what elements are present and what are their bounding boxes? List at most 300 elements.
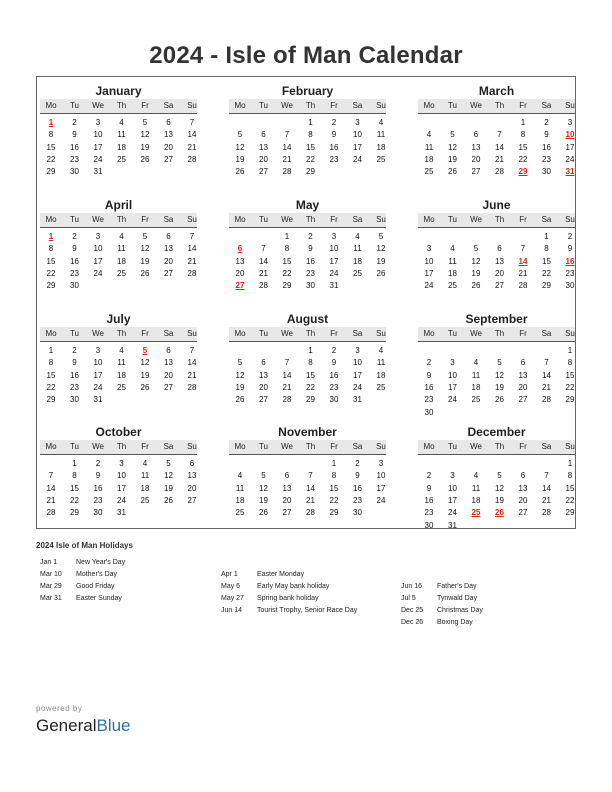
holiday-name: New Year's Day <box>76 559 126 566</box>
weekday-label: Th <box>305 329 316 338</box>
day-cell: 21 <box>187 142 197 152</box>
day-cell: 7 <box>48 471 54 481</box>
day-cell: 2 <box>355 459 360 468</box>
day-cell: 18 <box>471 382 481 392</box>
day-cell: 8 <box>520 130 526 140</box>
weekday-label: We <box>92 329 104 338</box>
day-cell: 25 <box>424 167 434 177</box>
day-cell: 6 <box>284 471 290 481</box>
holidays-heading: 2024 Isle of Man Holidays <box>36 541 133 550</box>
day-cell: 13 <box>235 256 245 266</box>
weekday-label: Sa <box>541 101 552 110</box>
weekday-label: We <box>281 215 293 224</box>
day-cell: 1 <box>284 232 290 241</box>
day-cell: 12 <box>376 244 386 254</box>
day-cell: 19 <box>376 256 386 266</box>
day-cell: 28 <box>306 508 315 518</box>
weekday-label: Mo <box>234 442 246 451</box>
day-cell: 8 <box>48 358 54 368</box>
day-cell: 5 <box>497 358 502 368</box>
day-cell: 28 <box>282 167 292 177</box>
weekday-label: Fr <box>519 215 527 224</box>
day-cell: 14 <box>259 256 268 266</box>
day-cell: 19 <box>235 154 245 164</box>
day-cell: 10 <box>424 256 434 266</box>
day-cell: 28 <box>187 382 197 392</box>
day-cell: 10 <box>448 483 457 493</box>
weekday-label: Mo <box>45 329 57 338</box>
day-cell: 22 <box>565 495 575 505</box>
day-cell: 14 <box>46 483 56 493</box>
day-cell: 12 <box>164 471 173 481</box>
day-cell: 31 <box>117 508 126 518</box>
day-cell: 16 <box>353 483 362 493</box>
weekday-label: Su <box>565 101 575 110</box>
day-cell: 30 <box>329 395 339 405</box>
weekday-header <box>229 440 386 455</box>
day-cell: 11 <box>376 358 386 368</box>
day-cell: 14 <box>542 370 551 380</box>
day-cell: 12 <box>235 370 245 380</box>
day-cell: 25 <box>117 382 126 392</box>
weekday-label: Mo <box>423 442 435 451</box>
holiday-date: Apr 1 <box>221 571 238 578</box>
day-cell: 22 <box>542 268 551 278</box>
holiday-name: Tourist Trophy, Senior Race Day <box>257 607 358 614</box>
day-cell: 30 <box>70 281 79 291</box>
day-cell: 22 <box>46 268 56 278</box>
day-cell: 23 <box>93 495 103 505</box>
holiday-name: Christmas Day <box>437 607 483 614</box>
weekday-label: Mo <box>423 215 435 224</box>
day-cell: 22 <box>565 382 575 392</box>
day-cell: 10 <box>93 130 103 140</box>
weekday-label: Tu <box>69 329 80 338</box>
weekday-label: Fr <box>519 101 527 110</box>
day-cell: 21 <box>542 382 551 392</box>
day-cell: 3 <box>95 346 101 355</box>
day-cell: 18 <box>448 268 457 278</box>
weekday-header <box>418 213 575 228</box>
weekday-header <box>418 99 575 114</box>
weekday-label: Fr <box>519 442 527 451</box>
weekday-label: Mo <box>234 101 246 110</box>
holiday-date: Jan 1 <box>40 559 58 566</box>
day-cell: 23 <box>70 154 79 164</box>
generalblue-logo[interactable] <box>36 716 131 736</box>
day-cell: 15 <box>306 370 315 380</box>
day-cell: 2 <box>95 459 101 468</box>
day-cell: 31 <box>93 395 103 405</box>
day-cell: 13 <box>518 483 528 493</box>
day-cell: 25 <box>471 395 481 405</box>
day-cell: 7 <box>544 471 549 481</box>
day-cell: 21 <box>46 495 56 505</box>
day-cell: 23 <box>565 268 575 278</box>
brand-blue: Blue <box>96 716 131 735</box>
day-cell: 2 <box>426 358 432 368</box>
holiday-day-cell: 1 <box>48 118 54 127</box>
day-cell: 25 <box>353 268 362 278</box>
holiday-date: Jun 14 <box>221 607 243 614</box>
day-cell: 6 <box>189 459 195 468</box>
day-cell: 3 <box>355 118 360 127</box>
weekday-label: We <box>470 442 482 451</box>
day-cell: 9 <box>95 471 101 481</box>
holiday-day-cell: 6 <box>237 244 243 254</box>
day-cell: 27 <box>164 154 173 164</box>
day-cell: 19 <box>140 370 150 380</box>
day-cell: 13 <box>471 142 481 152</box>
day-cell: 23 <box>329 382 339 392</box>
day-cell: 11 <box>117 244 126 254</box>
day-cell: 29 <box>282 281 292 291</box>
weekday-label: Tu <box>258 101 269 110</box>
day-cell: 15 <box>306 142 315 152</box>
day-cell: 13 <box>259 142 268 152</box>
day-cell: 8 <box>331 471 337 481</box>
day-cell: 23 <box>353 495 362 505</box>
day-cell: 10 <box>448 370 457 380</box>
month-name: October <box>95 425 142 439</box>
day-cell: 21 <box>495 154 504 164</box>
day-cell: 5 <box>237 130 243 140</box>
weekday-header <box>418 327 575 342</box>
weekday-label: Sa <box>352 101 363 110</box>
day-cell: 30 <box>306 281 315 291</box>
weekday-label: Th <box>494 442 505 451</box>
weekday-label: Th <box>116 329 127 338</box>
weekday-label: Su <box>565 329 575 338</box>
day-cell: 17 <box>353 142 362 152</box>
day-cell: 4 <box>119 232 124 241</box>
weekday-label: Sa <box>163 442 174 451</box>
day-cell: 6 <box>261 130 266 140</box>
holiday-name: Good Friday <box>76 583 115 590</box>
day-cell: 24 <box>424 281 434 291</box>
day-cell: 26 <box>376 268 386 278</box>
weekday-label: We <box>470 329 482 338</box>
day-cell: 25 <box>376 382 386 392</box>
day-cell: 18 <box>376 142 386 152</box>
day-cell: 29 <box>565 508 575 518</box>
day-cell: 24 <box>93 154 103 164</box>
day-cell: 9 <box>426 483 432 493</box>
holiday-date: Mar 31 <box>40 595 62 602</box>
day-cell: 12 <box>140 130 150 140</box>
day-cell: 28 <box>542 508 551 518</box>
calendar-frame <box>36 76 576 529</box>
day-cell: 11 <box>448 256 457 266</box>
day-cell: 2 <box>331 346 337 355</box>
weekday-label: Th <box>494 101 505 110</box>
day-cell: 25 <box>140 495 150 505</box>
weekday-label: Su <box>187 329 197 338</box>
day-cell: 9 <box>308 244 313 254</box>
day-cell: 12 <box>448 142 457 152</box>
day-cell: 16 <box>93 483 103 493</box>
weekday-label: Fr <box>141 101 149 110</box>
day-cell: 30 <box>70 167 79 177</box>
day-cell: 11 <box>376 130 386 140</box>
day-cell: 20 <box>259 154 268 164</box>
day-cell: 15 <box>329 483 339 493</box>
weekday-header <box>229 327 386 342</box>
holiday-name: Mother's Day <box>76 571 118 578</box>
day-cell: 18 <box>117 142 126 152</box>
day-cell: 6 <box>261 358 266 368</box>
month-name: July <box>106 312 131 326</box>
day-cell: 2 <box>72 118 77 127</box>
day-cell: 4 <box>378 118 384 127</box>
weekday-label: Fr <box>141 442 149 451</box>
day-cell: 7 <box>189 232 195 241</box>
day-cell: 17 <box>424 268 434 278</box>
day-cell: 15 <box>565 483 575 493</box>
day-cell: 4 <box>473 471 479 481</box>
day-cell: 1 <box>544 232 549 241</box>
weekday-label: Mo <box>423 329 435 338</box>
day-cell: 8 <box>48 244 54 254</box>
day-cell: 18 <box>471 495 481 505</box>
brand-general: General <box>36 716 97 735</box>
day-cell: 1 <box>72 459 77 468</box>
day-cell: 26 <box>235 395 245 405</box>
holiday-day-cell: 1 <box>48 232 54 241</box>
month-name: March <box>478 84 515 98</box>
day-cell: 14 <box>187 244 197 254</box>
weekday-label: Su <box>187 215 197 224</box>
day-cell: 11 <box>140 471 150 481</box>
day-cell: 31 <box>353 395 362 405</box>
weekday-label: Tu <box>258 329 269 338</box>
day-cell: 15 <box>46 256 56 266</box>
day-cell: 12 <box>495 370 504 380</box>
day-cell: 22 <box>282 268 292 278</box>
holiday-day-cell: 31 <box>565 167 575 177</box>
holiday-day-cell: 29 <box>518 167 528 177</box>
day-cell: 22 <box>46 154 56 164</box>
day-cell: 3 <box>450 471 455 481</box>
weekday-label: We <box>281 101 293 110</box>
day-cell: 15 <box>46 370 56 380</box>
weekday-header <box>418 440 575 455</box>
day-cell: 28 <box>46 508 56 518</box>
day-cell: 20 <box>518 382 528 392</box>
day-cell: 10 <box>329 244 339 254</box>
day-cell: 8 <box>48 130 54 140</box>
day-cell: 19 <box>495 382 504 392</box>
day-cell: 6 <box>473 130 479 140</box>
holiday-name: Early May bank holiday <box>257 583 330 590</box>
day-cell: 18 <box>424 154 434 164</box>
day-cell: 24 <box>353 154 362 164</box>
day-cell: 4 <box>237 471 243 481</box>
day-cell: 3 <box>567 118 573 127</box>
day-cell: 18 <box>140 483 150 493</box>
day-cell: 16 <box>542 142 551 152</box>
day-cell: 9 <box>355 471 360 481</box>
day-cell: 16 <box>424 495 434 505</box>
day-cell: 26 <box>164 495 173 505</box>
day-cell: 29 <box>306 167 315 177</box>
weekday-label: Tu <box>447 215 458 224</box>
day-cell: 4 <box>426 130 432 140</box>
day-cell: 15 <box>70 483 79 493</box>
day-cell: 15 <box>542 256 551 266</box>
weekday-label: Su <box>187 101 197 110</box>
day-cell: 21 <box>306 495 315 505</box>
weekday-header <box>40 327 197 342</box>
day-cell: 3 <box>95 232 101 241</box>
day-cell: 4 <box>119 118 124 127</box>
day-cell: 31 <box>448 520 457 530</box>
day-cell: 5 <box>142 118 148 127</box>
weekday-label: Fr <box>330 101 338 110</box>
holiday-name: Easter Monday <box>257 571 305 578</box>
day-cell: 10 <box>93 244 103 254</box>
day-cell: 2 <box>567 232 573 241</box>
day-cell: 7 <box>544 358 549 368</box>
month-name: August <box>286 312 329 326</box>
weekday-label: We <box>281 442 293 451</box>
day-cell: 10 <box>353 130 362 140</box>
holiday-date: Mar 29 <box>40 583 62 590</box>
day-cell: 27 <box>259 395 268 405</box>
day-cell: 11 <box>471 483 481 493</box>
day-cell: 7 <box>189 118 195 127</box>
day-cell: 20 <box>235 268 245 278</box>
weekday-label: Th <box>494 329 505 338</box>
day-cell: 17 <box>353 370 362 380</box>
weekday-label: Su <box>376 442 386 451</box>
day-cell: 8 <box>308 130 313 140</box>
day-cell: 19 <box>448 154 457 164</box>
day-cell: 17 <box>448 495 457 505</box>
day-cell: 17 <box>565 142 575 152</box>
day-cell: 4 <box>355 232 360 241</box>
day-cell: 21 <box>282 382 292 392</box>
day-cell: 13 <box>518 370 528 380</box>
day-cell: 9 <box>331 130 337 140</box>
day-cell: 24 <box>117 495 126 505</box>
day-cell: 6 <box>166 346 171 355</box>
day-cell: 11 <box>353 244 362 254</box>
day-cell: 5 <box>450 130 455 140</box>
day-cell: 23 <box>70 268 79 278</box>
day-cell: 8 <box>72 471 77 481</box>
day-cell: 14 <box>306 483 315 493</box>
day-cell: 5 <box>237 358 243 368</box>
weekday-label: We <box>92 442 104 451</box>
day-cell: 2 <box>72 346 77 355</box>
weekday-label: We <box>92 101 104 110</box>
weekday-label: Tu <box>447 442 458 451</box>
day-cell: 3 <box>119 459 124 468</box>
day-cell: 29 <box>542 281 551 291</box>
weekday-label: Th <box>305 101 316 110</box>
day-cell: 5 <box>142 232 148 241</box>
holiday-day-cell: 26 <box>495 508 504 518</box>
day-cell: 29 <box>565 395 575 405</box>
day-cell: 9 <box>72 130 77 140</box>
day-cell: 23 <box>424 508 434 518</box>
day-cell: 19 <box>235 382 245 392</box>
day-cell: 28 <box>187 268 197 278</box>
day-cell: 7 <box>497 130 502 140</box>
weekday-label: We <box>92 215 104 224</box>
day-cell: 9 <box>426 370 432 380</box>
day-cell: 1 <box>308 346 313 355</box>
day-cell: 19 <box>259 495 268 505</box>
day-cell: 3 <box>426 244 432 254</box>
day-cell: 1 <box>567 346 573 355</box>
day-cell: 19 <box>495 495 504 505</box>
day-cell: 27 <box>187 495 197 505</box>
day-cell: 17 <box>93 370 103 380</box>
day-cell: 27 <box>164 268 173 278</box>
day-cell: 24 <box>448 508 457 518</box>
day-cell: 9 <box>331 358 337 368</box>
day-cell: 16 <box>306 256 315 266</box>
day-cell: 29 <box>329 508 339 518</box>
day-cell: 25 <box>376 154 386 164</box>
day-cell: 24 <box>93 268 103 278</box>
day-cell: 4 <box>142 459 148 468</box>
day-cell: 13 <box>164 244 173 254</box>
weekday-label: Mo <box>45 215 57 224</box>
holiday-day-cell: 27 <box>235 281 245 291</box>
day-cell: 3 <box>355 346 360 355</box>
day-cell: 22 <box>306 154 315 164</box>
weekday-label: Th <box>116 442 127 451</box>
day-cell: 28 <box>518 281 528 291</box>
day-cell: 17 <box>93 256 103 266</box>
holiday-day-cell: 10 <box>565 130 575 140</box>
weekday-label: Mo <box>45 101 57 110</box>
day-cell: 5 <box>261 471 266 481</box>
day-cell: 27 <box>259 167 268 177</box>
weekday-label: Sa <box>541 329 552 338</box>
day-cell: 5 <box>378 232 384 241</box>
weekday-label: Sa <box>352 442 363 451</box>
weekday-label: Fr <box>141 215 149 224</box>
day-cell: 5 <box>497 471 502 481</box>
day-cell: 10 <box>376 471 386 481</box>
day-cell: 21 <box>187 370 197 380</box>
day-cell: 26 <box>140 382 150 392</box>
day-cell: 25 <box>448 281 457 291</box>
day-cell: 6 <box>520 358 526 368</box>
weekday-header <box>40 213 197 228</box>
day-cell: 2 <box>331 118 337 127</box>
weekday-label: Tu <box>69 101 80 110</box>
day-cell: 21 <box>542 495 551 505</box>
day-cell: 9 <box>72 358 77 368</box>
holiday-name: Tynwald Day <box>437 595 478 602</box>
holiday-date: May 6 <box>221 583 241 590</box>
day-cell: 3 <box>450 358 455 368</box>
day-cell: 14 <box>495 142 504 152</box>
day-cell: 15 <box>518 142 528 152</box>
day-cell: 21 <box>282 154 292 164</box>
weekday-label: Tu <box>69 215 80 224</box>
day-cell: 19 <box>471 268 481 278</box>
weekday-label: Sa <box>352 329 363 338</box>
day-cell: 24 <box>329 268 339 278</box>
day-cell: 21 <box>259 268 268 278</box>
day-cell: 30 <box>93 508 103 518</box>
